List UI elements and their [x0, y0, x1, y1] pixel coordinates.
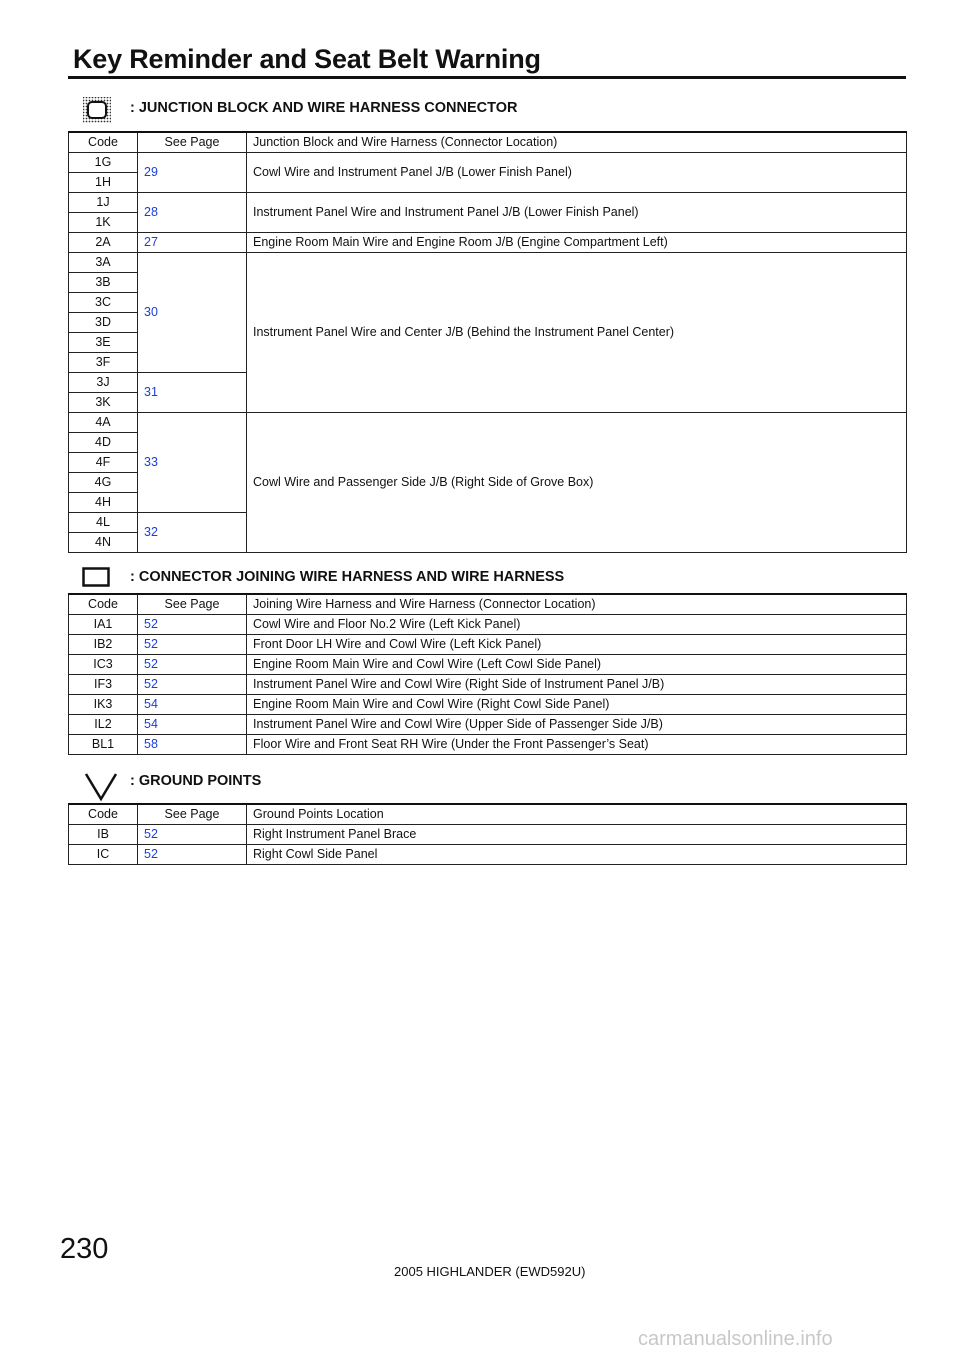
code-cell: IB2 [69, 635, 138, 655]
joining-connector-icon [82, 567, 110, 587]
code-cell: 4D [69, 433, 138, 453]
column-header-see-page: See Page [138, 132, 247, 153]
joining-section-heading: : CONNECTOR JOINING WIRE HARNESS AND WIRE HARNESS [130, 569, 565, 585]
table-row [69, 735, 907, 755]
column-header-code: Code [69, 804, 138, 825]
column-header-see-page: See Page [138, 594, 247, 615]
column-header-see-page: See Page [138, 804, 247, 825]
location-cell: Cowl Wire and Floor No.2 Wire (Left Kick Panel) [247, 615, 907, 635]
location-cell: Instrument Panel Wire and Cowl Wire (Right Side of Instrument Panel J/B) [247, 675, 907, 695]
see-page-link[interactable]: 27 [138, 233, 247, 253]
code-cell: 1J [69, 193, 138, 213]
table-row [69, 233, 907, 253]
see-page-link[interactable]: 58 [138, 735, 247, 755]
code-cell: 4H [69, 493, 138, 513]
page-title: Key Reminder and Seat Belt Warning [73, 44, 541, 74]
ground-section-heading: : GROUND POINTS [130, 773, 262, 789]
code-cell: IC3 [69, 655, 138, 675]
table-row [69, 635, 907, 655]
code-cell: 1K [69, 213, 138, 233]
code-cell: IK3 [69, 695, 138, 715]
column-header-location: Junction Block and Wire Harness (Connector Location) [247, 132, 907, 153]
code-cell: 1G [69, 153, 138, 173]
code-cell: 1H [69, 173, 138, 193]
table-row [69, 193, 907, 213]
footer-model-code: 2005 HIGHLANDER (EWD592U) [394, 1264, 586, 1279]
table-row [69, 845, 907, 865]
location-cell: Instrument Panel Wire and Cowl Wire (Upper Side of Passenger Side J/B) [247, 715, 907, 735]
joining-table [68, 593, 907, 755]
ground-point-triangle-icon [84, 772, 118, 802]
location-cell: Engine Room Main Wire and Cowl Wire (Right Cowl Side Panel) [247, 695, 907, 715]
junction-block-connector-icon [82, 96, 112, 124]
page-number: 230 [60, 1233, 109, 1265]
junction-section-heading: : JUNCTION BLOCK AND WIRE HARNESS CONNECTOR [130, 100, 518, 116]
code-cell: IA1 [69, 615, 138, 635]
see-page-link[interactable]: 29 [138, 153, 247, 193]
code-cell: BL1 [69, 735, 138, 755]
location-cell: Cowl Wire and Passenger Side J/B (Right Side of Grove Box) [247, 413, 907, 553]
code-cell: 4L [69, 513, 138, 533]
code-cell: IC [69, 845, 138, 865]
code-cell: 3A [69, 253, 138, 273]
table-row [69, 675, 907, 695]
column-header-location: Ground Points Location [247, 804, 907, 825]
location-cell: Floor Wire and Front Seat RH Wire (Under the Front Passenger’s Seat) [247, 735, 907, 755]
code-cell: 4G [69, 473, 138, 493]
code-cell: 4N [69, 533, 138, 553]
ground-table [68, 803, 907, 865]
table-row [69, 695, 907, 715]
location-cell: Instrument Panel Wire and Instrument Panel J/B (Lower Finish Panel) [247, 193, 907, 233]
location-cell: Cowl Wire and Instrument Panel J/B (Lower Finish Panel) [247, 153, 907, 193]
title-underline [68, 76, 906, 79]
code-cell: IB [69, 825, 138, 845]
code-cell: 3E [69, 333, 138, 353]
junction-table [68, 131, 907, 553]
code-cell: 3F [69, 353, 138, 373]
location-cell: Instrument Panel Wire and Center J/B (Behind the Instrument Panel Center) [247, 253, 907, 413]
see-page-link[interactable]: 32 [138, 513, 247, 553]
code-cell: IF3 [69, 675, 138, 695]
location-cell: Right Instrument Panel Brace [247, 825, 907, 845]
table-row [69, 715, 907, 735]
see-page-link[interactable]: 54 [138, 715, 247, 735]
code-cell: 3C [69, 293, 138, 313]
see-page-link[interactable]: 28 [138, 193, 247, 233]
location-cell: Right Cowl Side Panel [247, 845, 907, 865]
column-header-code: Code [69, 132, 138, 153]
column-header-location: Joining Wire Harness and Wire Harness (Connector Location) [247, 594, 907, 615]
code-cell: 3D [69, 313, 138, 333]
table-row [69, 655, 907, 675]
see-page-link[interactable]: 54 [138, 695, 247, 715]
see-page-link[interactable]: 31 [138, 373, 247, 413]
watermark: carmanualsonline.info [638, 1328, 833, 1350]
table-row [69, 615, 907, 635]
see-page-link[interactable]: 52 [138, 825, 247, 845]
table-row [69, 253, 907, 273]
column-header-code: Code [69, 594, 138, 615]
see-page-link[interactable]: 33 [138, 413, 247, 513]
table-row [69, 825, 907, 845]
code-cell: 3J [69, 373, 138, 393]
see-page-link[interactable]: 52 [138, 635, 247, 655]
code-cell: 4A [69, 413, 138, 433]
location-cell: Front Door LH Wire and Cowl Wire (Left Kick Panel) [247, 635, 907, 655]
see-page-link[interactable]: 52 [138, 675, 247, 695]
code-cell: 4F [69, 453, 138, 473]
see-page-link[interactable]: 52 [138, 845, 247, 865]
code-cell: 3K [69, 393, 138, 413]
location-cell: Engine Room Main Wire and Engine Room J/B (Engine Compartment Left) [247, 233, 907, 253]
code-cell: IL2 [69, 715, 138, 735]
table-row [69, 413, 907, 433]
code-cell: 3B [69, 273, 138, 293]
see-page-link[interactable]: 52 [138, 655, 247, 675]
code-cell: 2A [69, 233, 138, 253]
table-row [69, 153, 907, 173]
see-page-link[interactable]: 30 [138, 253, 247, 373]
see-page-link[interactable]: 52 [138, 615, 247, 635]
location-cell: Engine Room Main Wire and Cowl Wire (Left Cowl Side Panel) [247, 655, 907, 675]
